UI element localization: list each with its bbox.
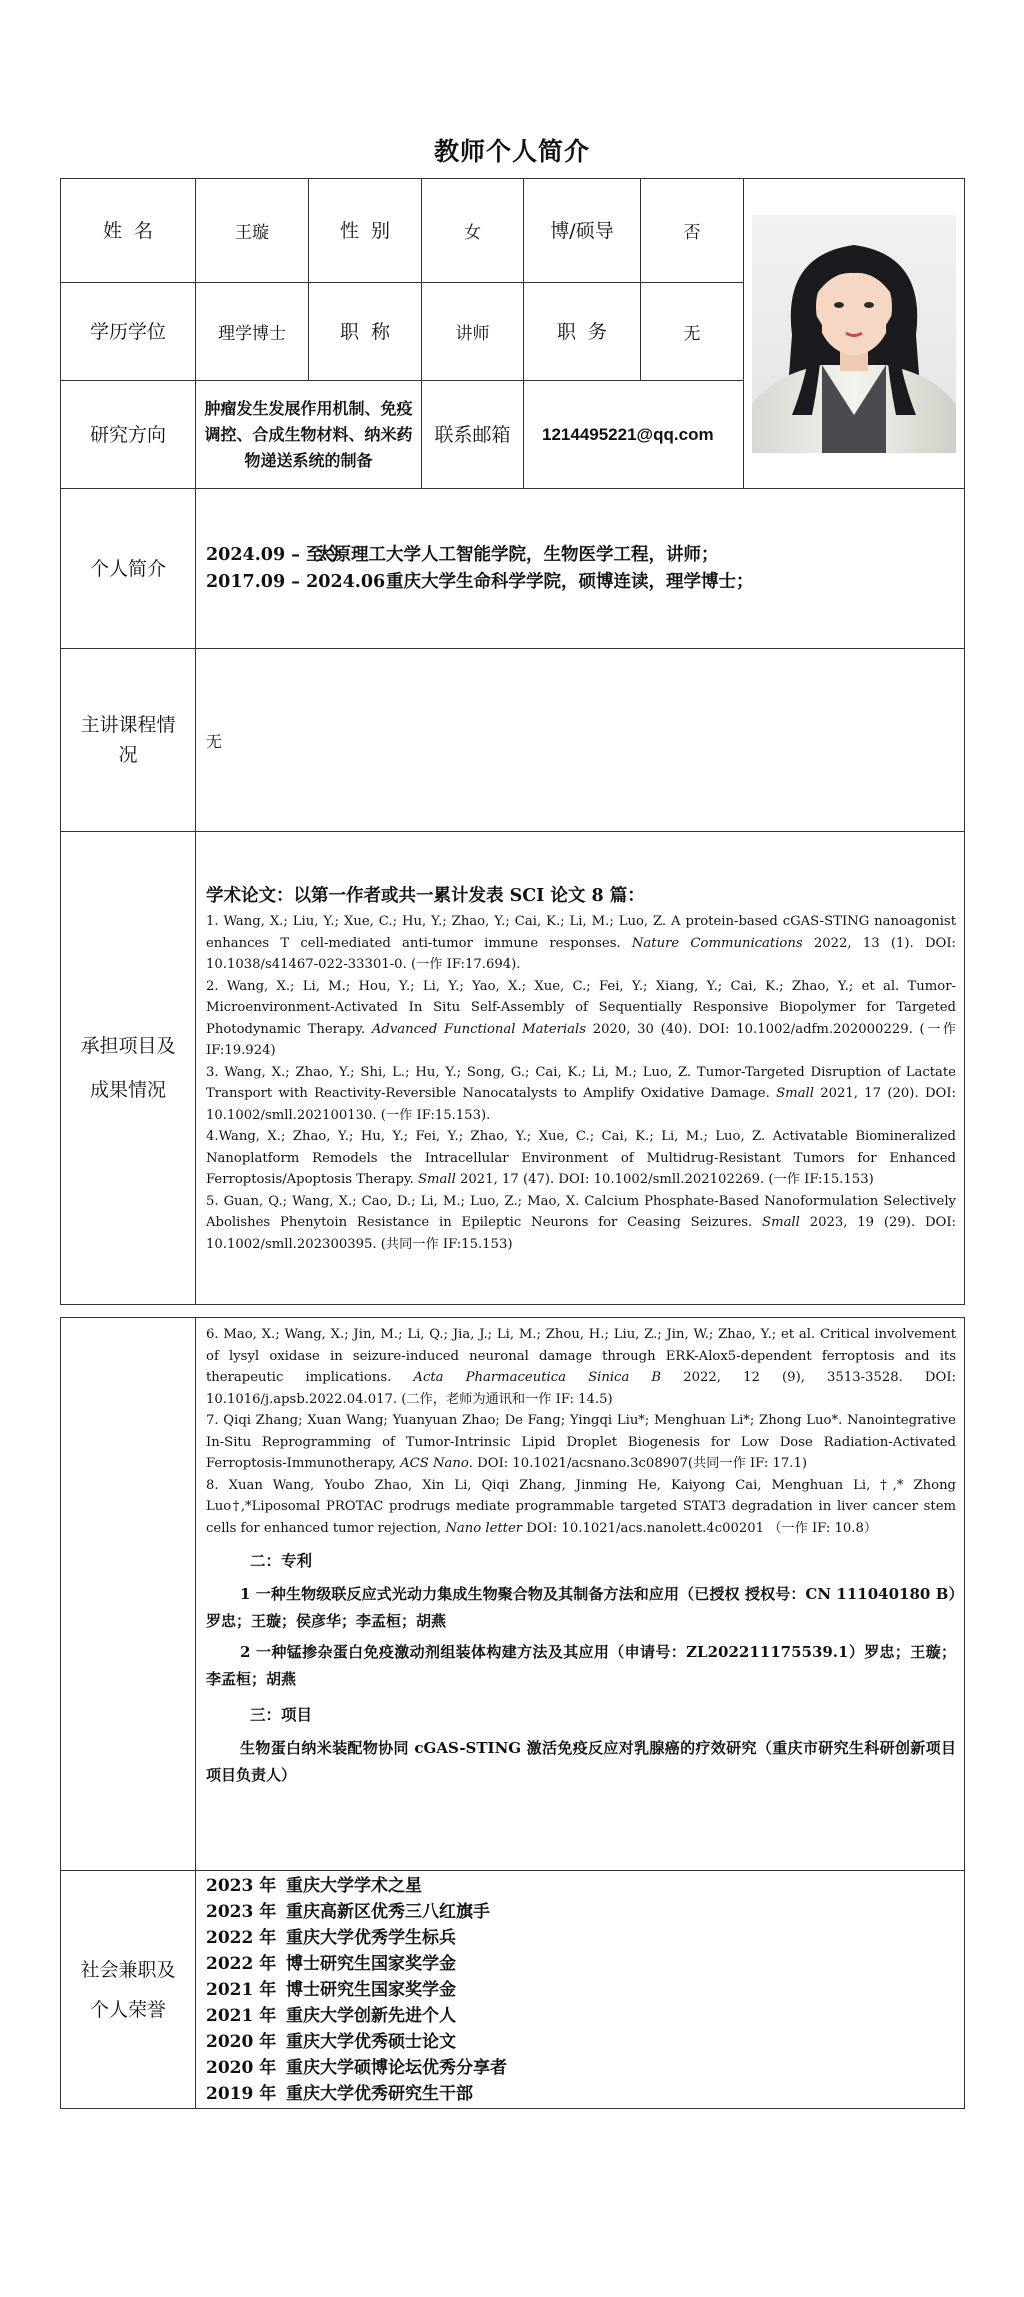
paper-details: 2021, 17 (47). DOI: 10.1002/smll.202102269. (一作 IF:15.153)	[455, 1172, 874, 1187]
bio-period: 2024.09 – 至今	[206, 544, 342, 565]
honor-item	[206, 2081, 964, 2107]
paper-citation: 5. Guan, Q.; Wang, X.; Cao, D.; Li, M.; Luo, Z.; Mao, X. Calcium Phosphate-Based Nanoformulation Selectively Abolishes Phenytoin Resistance in Epileptic Neurons for Ceasing Seizures.	[206, 1193, 956, 1230]
courses-value: 无	[196, 649, 965, 832]
supervisor-value: 否	[641, 179, 744, 283]
paper-journal: Small	[776, 1086, 814, 1101]
paper-citation: 6. Mao, X.; Wang, X.; Jin, M.; Li, Q.; Jia, J.; Li, M.; Zhou, H.; Liu, Z.; Jin, W.; Zhao, Y.; et al. Critical involvement of lysyl oxidase in seizure-induced neuronal damage through ERK-Alox5-dependent ferroptosis and its therapeutic implications.	[206, 1327, 956, 1385]
honor-text: 重庆大学创新先进个人	[286, 2005, 456, 2026]
honor-text: 重庆大学优秀学生标兵	[286, 1927, 456, 1948]
name-value: 王璇	[196, 179, 309, 283]
bio-period: 2017.09 – 2024.06	[206, 571, 386, 592]
honor-text: 博士研究生国家奖学金	[286, 1979, 456, 2000]
research-value: 肿瘤发生发展作用机制、免疫调控、合成生物材料、纳米药物递送系统的制备	[196, 381, 422, 489]
paper-citation: 2. Wang, X.; Li, M.; Hou, Y.; Li, Y.; Yao, X.; Xue, C.; Fei, Y.; Xiang, Y.; Cai, K.; Zhao, Y.; et al. Tumor-Microenvironment-Activated In Situ Self-Assembly of Sequentially Responsive Biopolymer for Targeted Photodynamic Therapy.	[206, 978, 956, 1037]
paper-entry	[206, 1126, 956, 1191]
honor-year: 2021 年	[206, 1979, 277, 2000]
email-label: 联系邮箱	[422, 381, 524, 489]
supervisor-label: 博/硕导	[524, 179, 641, 283]
honor-text: 重庆大学学术之星	[286, 1875, 422, 1896]
honors-label-text: 社会兼职及个人荣誉	[80, 1958, 176, 2021]
name-label: 姓 名	[61, 179, 196, 283]
position-label: 职 务	[524, 283, 641, 381]
bio-text: 太原理工大学人工智能学院，生物医学工程，讲师；	[316, 544, 719, 565]
publications-heading: 学术论文：以第一作者或共一累计发表 SCI 论文 8 篇：	[206, 886, 645, 906]
honor-item	[206, 1951, 964, 1977]
rank-value: 讲师	[422, 283, 524, 381]
paper-citation: 1. Wang, X.; Liu, Y.; Xue, C.; Hu, Y.; Zhao, Y.; Cai, K.; Li, M.; Luo, Z. A protein-based cGAS-STING nanoagonist enhances T cell-mediated anti-tumor immune responses.	[206, 914, 956, 951]
paper-entry	[206, 1410, 956, 1475]
honors-content	[196, 1871, 965, 2109]
paper-journal: Acta Pharmaceutica Sinica B	[413, 1370, 662, 1385]
honor-year: 2023 年	[206, 1901, 277, 1922]
paper-citation: 4.Wang, X.; Zhao, Y.; Hu, Y.; Fei, Y.; Zhao, Y.; Xue, C.; Cai, K.; Li, M.; Luo, Z. Activatable Biomineralized Nanoplatform Remodels the Intracellular Environment of Multidrug-Resistant Tumors for Enhanced Ferroptosis/Apoptosis Therapy.	[206, 1129, 956, 1187]
paper-citation: 3. Wang, X.; Zhao, Y.; Shi, L.; Hu, Y.; Song, G.; Cai, K.; Li, M.; Luo, Z. Tumor-Targeted Disruption of Lactate Transport with Reactivity-Reversible Nanocatalysts to Amplify Oxidative Damage.	[206, 1064, 956, 1101]
bio-row	[206, 542, 964, 569]
paper-details: DOI: 10.1021/acs.nanolett.4c00201 （一作 IF: 10.8）	[522, 1520, 878, 1536]
paper-details: 2020, 30 (40). DOI: 10.1002/adfm.202000229. (一作 IF:19.924)	[206, 1021, 956, 1058]
paper-list	[206, 1324, 956, 1539]
bio-text: 重庆大学生命科学学院，硕博连读，理学博士；	[386, 571, 754, 592]
honor-year: 2022 年	[206, 1953, 277, 1974]
patent-item: 2 一种锰掺杂蛋白免疫激动剂组装体构建方法及其应用（申请号：ZL202211175539.1）罗忠；王璇；李孟桓；胡燕	[206, 1643, 956, 1688]
honor-item	[206, 1899, 964, 1925]
honor-item	[206, 2029, 964, 2055]
paper-entry	[206, 1191, 956, 1256]
honor-item	[206, 1977, 964, 2003]
honor-year: 2023 年	[206, 1875, 277, 1896]
paper-journal: Small	[417, 1172, 456, 1187]
paper-entry	[206, 1475, 956, 1540]
page-title: 教师个人简介	[433, 137, 590, 166]
paper-details: 2023, 19 (29). DOI: 10.1002/smll.202300395. (共同一作 IF:15.153)	[206, 1215, 956, 1252]
honor-year: 2021 年	[206, 2005, 277, 2026]
photo-cell	[744, 179, 965, 489]
paper-citation: 8. Xuan Wang, Youbo Zhao, Xin Li, Qiqi Zhang, Jinming He, Kaiyong Cai, Menghuan Li, †,* Zhong Luo†,*Liposomal PROTAC prodrugs mediate programmable targeted STAT3 degradation in liver cancer stem cells for enhanced tumor rejection,	[206, 1477, 956, 1536]
honors-label	[61, 1871, 196, 2109]
gender-value: 女	[422, 179, 524, 283]
honor-item	[206, 2055, 964, 2081]
project-heading: 三：项目	[250, 1705, 313, 1724]
paper-entry	[206, 976, 956, 1062]
paper-citation: 7. Qiqi Zhang; Xuan Wang; Yuanyuan Zhao; De Fang; Yingqi Liu*; Menghuan Li*; Zhong Luo*. Nanointegrative In-Situ Reprogramming of Tumor-Intrinsic Lipid Droplet Biogenesis for Low Dose Radiation-Activated Ferroptosis-Immunotherapy,	[206, 1413, 956, 1471]
projects-label-text: 承担项目及成果情况	[80, 1035, 176, 1101]
project-item: 生物蛋白纳米装配物协同 cGAS-STING 激活免疫反应对乳腺癌的疗效研究（重庆市研究生科研创新项目 项目负责人）	[206, 1739, 956, 1784]
paper-entry	[206, 1324, 956, 1410]
paper-journal: Nano letter	[445, 1520, 523, 1536]
projects-label	[61, 832, 196, 1305]
paper-details: 2022, 12 (9), 3513-3528. DOI: 10.1016/j.apsb.2022.04.017. (二作，老师为通讯和一作 IF: 14.5)	[206, 1370, 956, 1407]
honor-item	[206, 1873, 964, 1899]
rank-label: 职 称	[309, 283, 422, 381]
honors-list	[206, 1873, 964, 2107]
research-label: 研究方向	[61, 381, 196, 489]
paper-details: 2022, 13 (1). DOI: 10.1038/s41467-022-33301-0. (一作 IF:17.694).	[206, 935, 956, 972]
continued-content	[196, 1318, 965, 1871]
bio-label: 个人简介	[61, 489, 196, 649]
gender-label: 性 别	[309, 179, 422, 283]
honor-item	[206, 2003, 964, 2029]
paper-entry	[206, 911, 956, 976]
honor-year: 2020 年	[206, 2031, 277, 2052]
paper-journal: Nature Communications	[631, 935, 803, 951]
honor-year: 2022 年	[206, 1927, 277, 1948]
bio-content	[196, 489, 965, 649]
degree-label: 学历学位	[61, 283, 196, 381]
continued-label-cell	[61, 1318, 196, 1871]
degree-value: 理学博士	[196, 283, 309, 381]
honor-text: 博士研究生国家奖学金	[286, 1953, 456, 1974]
honor-text: 重庆高新区优秀三八红旗手	[286, 1901, 490, 1922]
paper-entry	[206, 1062, 956, 1127]
honor-text: 重庆大学优秀研究生干部	[286, 2083, 473, 2104]
honor-item	[206, 1925, 964, 1951]
position-value: 无	[641, 283, 744, 381]
email-value: 1214495221@qq.com	[524, 381, 744, 489]
continued-table	[60, 1317, 965, 2109]
paper-journal: Advanced Functional Materials	[371, 1021, 587, 1037]
portrait-photo	[752, 215, 956, 453]
patent-item: 1 一种生物级联反应式光动力集成生物聚合物及其制备方法和应用（已授权 授权号：CN 111040180 B）罗忠；王璇；侯彦华；李孟桓；胡燕	[206, 1585, 956, 1630]
paper-details: . DOI: 10.1021/acsnano.3c08907(共同一作 IF: 17.1)	[468, 1456, 807, 1471]
patent-heading: 二：专利	[250, 1551, 313, 1570]
projects-content	[196, 832, 965, 1305]
honor-year: 2019 年	[206, 2083, 277, 2104]
paper-list	[206, 911, 956, 1255]
paper-journal: ACS Nano	[400, 1456, 469, 1471]
honor-text: 重庆大学硕博论坛优秀分享者	[286, 2057, 507, 2078]
honor-text: 重庆大学优秀硕士论文	[286, 2031, 456, 2052]
courses-label: 主讲课程情况	[61, 649, 196, 832]
paper-journal: Small	[762, 1215, 800, 1230]
bio-row	[206, 569, 964, 596]
profile-table	[60, 178, 965, 1305]
honor-year: 2020 年	[206, 2057, 277, 2078]
paper-details: 2021, 17 (20). DOI: 10.1002/smll.202100130. (一作 IF:15.153).	[206, 1086, 956, 1123]
